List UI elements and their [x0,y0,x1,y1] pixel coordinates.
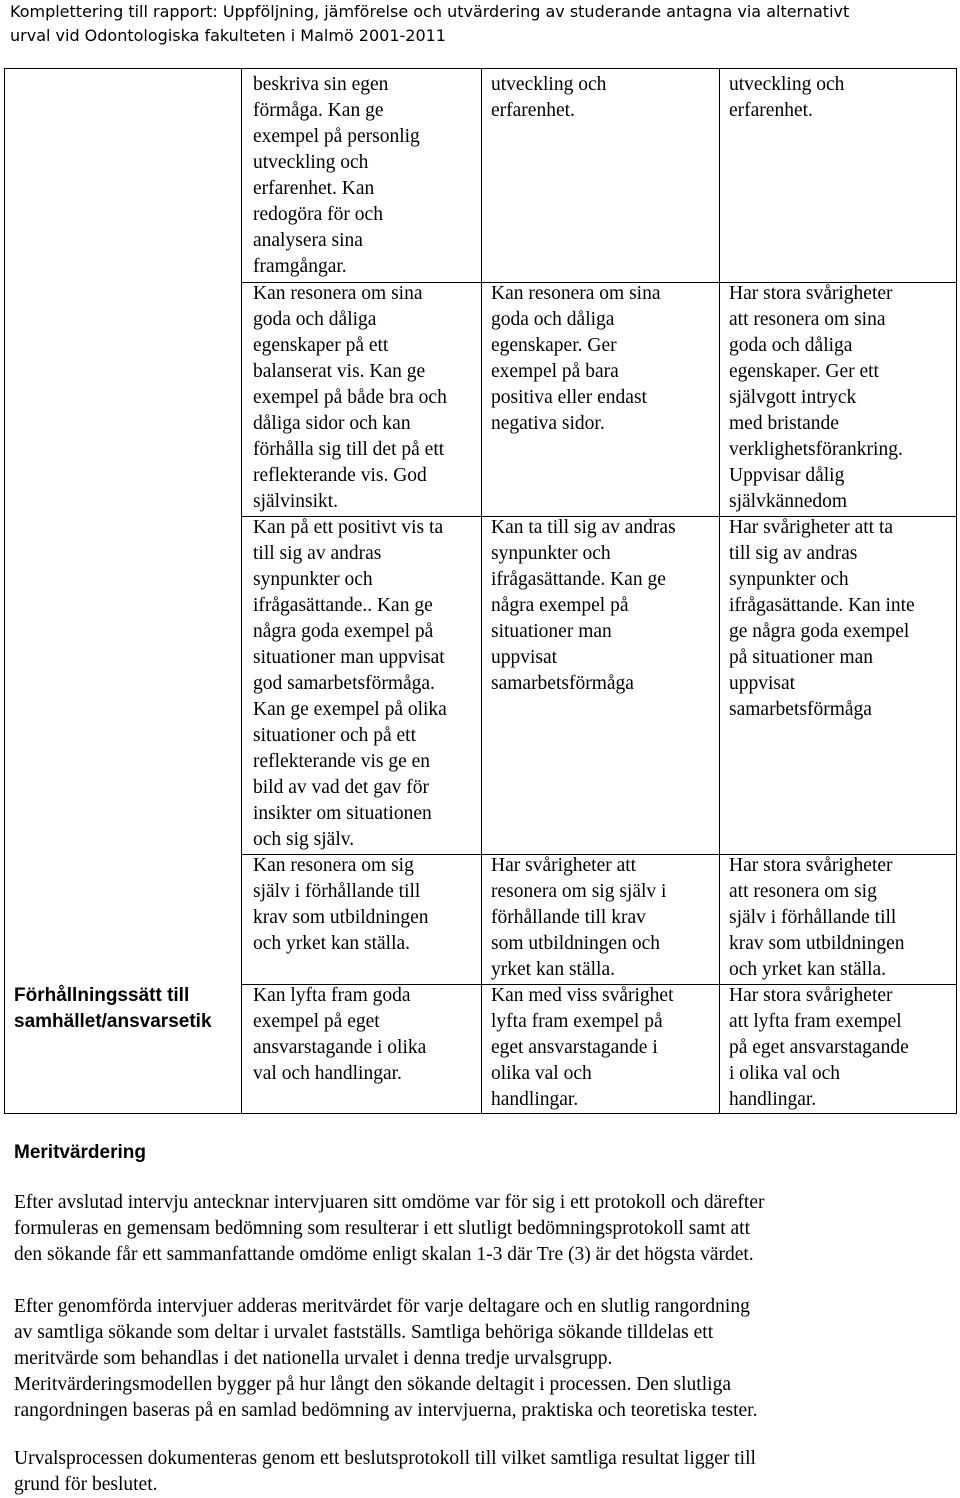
cell-high-5: Kan lyfta fram goda exempel på eget ansvarstagande i olika val och handlingar. [253,985,427,1084]
cell-mid-4: Har svårigheter att resonera om sig själv i förhållande till krav som utbildningen och yrket kan ställa. [491,855,667,980]
paragraph-1: Efter avslutad intervju antecknar intervjuaren sitt omdöme var för sig i ett protokoll och därefter formuleras en gemensam bedömning som resulterar i ett slutligt bedömningsprotokoll samt att den sökande får ett sammanfattande omdöme enligt skalan 1-3 där Tre (3) är det högsta värdet. [14,1192,765,1265]
paragraph-2: Efter genomförda intervjuer adderas meritvärdet för varje deltagare och en slutlig rangordning av samtliga sökande som deltar i urvalet fastställs. Samtliga behöriga sökande tilldelas ett meritvärde som behandlas i det nationella urvalet i denna tredje urvalsgrupp. Meritvärderingsmodellen bygger på hur långt den sökande deltagit i processen. Den slutliga rangordningen baseras på en samlad bedömning av intervjuerna, praktiska och teoretiska tester. [14,1296,758,1421]
table-border-right [956,68,957,1114]
cell-high-3: Kan på ett positivt vis ta till sig av andras synpunkter och ifrågasättande.. Kan ge några goda exempel på situationer man uppvisat god samarbetsförmåga. Kan ge exempel på olika situationer och på ett reflekterande vis ge en bild av vad det gav för insikter om situationen och sig själv. [253,517,447,850]
cell-low-2: Har stora svårigheter att resonera om sina goda och dåliga egenskaper. Ger ett självgott intryck med bristande verklighetsförankring. Uppvisar dålig självkännedom [729,283,903,512]
cell-high-4: Kan resonera om sig själv i förhållande till krav som utbildningen och yrket kan ställa. [253,855,429,954]
cell-low-5: Har stora svårigheter att lyfta fram exempel på eget ansvarstagande i olika val och handlingar. [729,985,909,1110]
table-border-col1 [241,68,242,1114]
table-border-col2 [481,68,482,1114]
table-border-col3 [719,68,720,1114]
cell-low-1: utveckling och erfarenhet. [729,74,845,121]
page-header [10,0,950,48]
table-border-bottom [4,1113,957,1114]
cell-mid-2: Kan resonera om sina goda och dåliga egenskaper. Ger exempel på bara positiva eller endast negativa sidor. [491,283,661,434]
cell-high-2: Kan resonera om sina goda och dåliga egenskaper på ett balanserat vis. Kan ge exempel på både bra och dåliga sidor och kan förhålla sig till det på ett reflekterande vis. God självinsikt. [253,283,447,512]
cell-mid-5: Kan med viss svårighet lyfta fram exempel på eget ansvarstagande i olika val och handlingar. [491,985,674,1110]
cell-low-3: Har svårigheter att ta till sig av andras synpunkter och ifrågasättande. Kan inte ge några goda exempel på situationer man uppvisat samarbetsförmåga [729,517,915,720]
cell-low-4: Har stora svårigheter att resonera om sig själv i förhållande till krav som utbildningen och yrket kan ställa. [729,855,905,980]
cell-mid-1: utveckling och erfarenhet. [491,74,607,121]
cell-high-1: beskriva sin egen förmåga. Kan ge exempel på personlig utveckling och erfarenhet. Kan redogöra för och analysera sina framgångar. [253,74,420,277]
cell-mid-3: Kan ta till sig av andras synpunkter och ifrågasättande. Kan ge några exempel på situationer man uppvisat samarbetsförmåga [491,517,676,694]
header-line-2: urval vid Odontologiska fakulteten i Malmö 2001-2011 [10,26,446,45]
table-border-top [4,68,957,69]
section-heading-meritvardering: Meritvärdering [14,1142,146,1163]
table-border-left [4,68,5,1114]
header-line-1: Komplettering till rapport: Uppföljning, jämförelse och utvärdering av studerande antagna via alternativt [10,2,850,21]
paragraph-3: Urvalsprocessen dokumenteras genom ett beslutsprotokoll till vilket samtliga resultat ligger till grund för beslutet. [14,1448,756,1495]
row-label-ansvarsetik: Förhållningssätt till samhället/ansvarsetik [14,985,212,1032]
